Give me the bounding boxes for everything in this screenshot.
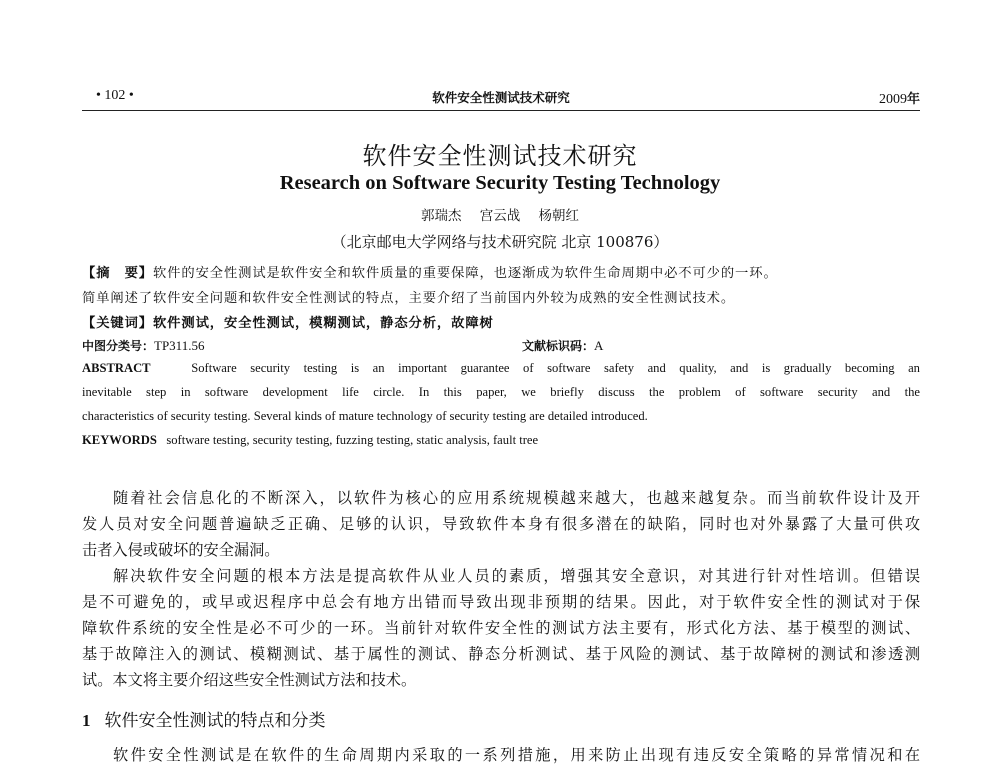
abstract-zh-line-2: 简单阐述了软件安全问题和软件安全性测试的特点，主要介绍了当前国内外较为成熟的安全性测试技术。 bbox=[82, 291, 736, 306]
abstract-en-line-3: characteristics of security testing. Several kinds of mature technology of security testing are detailed introduced. bbox=[82, 409, 648, 423]
body-p1-line-2: 发人员对安全问题普遍缺乏正确、足够的认识，导致软件本身有很多潜在的缺陷，同时也对外暴露了大量可供攻 bbox=[82, 515, 920, 533]
keywords-en-text: software testing, security testing, fuzzing testing, static analysis, fault tree bbox=[166, 433, 539, 447]
abstract-zh-label: 【摘 要】 bbox=[82, 266, 153, 281]
doc-code-value: A bbox=[594, 338, 604, 353]
body-p2-line-1: 解决软件安全问题的根本方法是提高软件从业人员的素质，增强其安全意识，对其进行针对性培训。但错误 bbox=[113, 567, 920, 585]
paper-title-zh: 软件安全性测试技术研究 bbox=[362, 142, 638, 170]
affiliation: （北京邮电大学网络与技术研究院 北京 100876） bbox=[331, 233, 669, 251]
body-p2-line-2: 是不可避免的，或早或迟程序中总会有地方出错而导致出现非预期的结果。因此，对于软件安全性的测试对于保 bbox=[82, 593, 920, 611]
section-number: 1 bbox=[82, 711, 91, 730]
running-title: 软件安全性测试技术研究 bbox=[432, 90, 570, 105]
year-suffix: 年 bbox=[906, 92, 920, 107]
body-p1-line-1: 随着社会信息化的不断深入，以软件为核心的应用系统规模越来越大，也越来越复杂。而当前软件设计及开 bbox=[113, 489, 920, 507]
keywords-en-label: KEYWORDS bbox=[82, 433, 157, 447]
abstract-en-line-1 bbox=[82, 361, 920, 376]
abstract-zh-text-1: 软件的安全性测试是软件安全和软件质量的重要保障，也逐渐成为软件生命周期中必不可少的一环。 bbox=[152, 266, 778, 281]
abstract-en-line-2: inevitable step in software development life circle. In this paper, we briefly discuss the problem of software security and the bbox=[82, 385, 920, 399]
running-header bbox=[82, 84, 920, 111]
clc-value: TP311.56 bbox=[154, 338, 205, 353]
page-number: • 102 • bbox=[96, 88, 134, 103]
doc-code-label: 文献标识码： bbox=[522, 339, 595, 353]
abstract-en-label: ABSTRACT bbox=[82, 361, 151, 375]
keywords-zh-label: 【关键词】 bbox=[82, 316, 153, 331]
keywords-zh bbox=[82, 312, 494, 331]
abstract-zh-line-1 bbox=[82, 262, 778, 281]
section-heading-1 bbox=[82, 706, 326, 731]
header-year bbox=[879, 88, 920, 108]
clc-label: 中图分类号： bbox=[82, 339, 155, 353]
paper-title-en: Research on Software Security Testing Technology bbox=[279, 172, 721, 194]
body-p2-line-5: 试。本文将主要介绍这些安全性测试方法和技术。 bbox=[82, 671, 417, 689]
keywords-en bbox=[82, 433, 920, 448]
classification-clc bbox=[82, 337, 204, 354]
classification-doc bbox=[522, 337, 603, 354]
body-p1-line-3: 击者入侵或破坏的安全漏洞。 bbox=[82, 541, 280, 559]
abstract-en-text-1: Software security testing is an important guarantee of software safety and quality, and is gradually becoming an bbox=[191, 361, 920, 375]
body-p2-line-4: 基于故障注入的测试、模糊测试、基于属性的测试、静态分析测试、基于风险的测试、基于故障树的测试和渗透测 bbox=[82, 645, 920, 663]
body-p2-line-3: 障软件系统的安全性是必不可少的一环。当前针对软件安全性的测试方法主要有，形式化方法、基于模型的测试、 bbox=[82, 619, 920, 637]
year-number: 2009 bbox=[878, 92, 907, 107]
body-p3-line-1: 软件安全性测试是在软件的生命周期内采取的一系列措施，用来防止出现有违反安全策略的异常情况和在 bbox=[113, 746, 920, 764]
keywords-zh-text: 软件测试，安全性测试，模糊测试，静态分析，故障树 bbox=[152, 316, 494, 331]
section-title: 软件安全性测试的特点和分类 bbox=[104, 711, 326, 731]
authors: 郭瑞杰 宫云战 杨朝红 bbox=[420, 208, 580, 224]
